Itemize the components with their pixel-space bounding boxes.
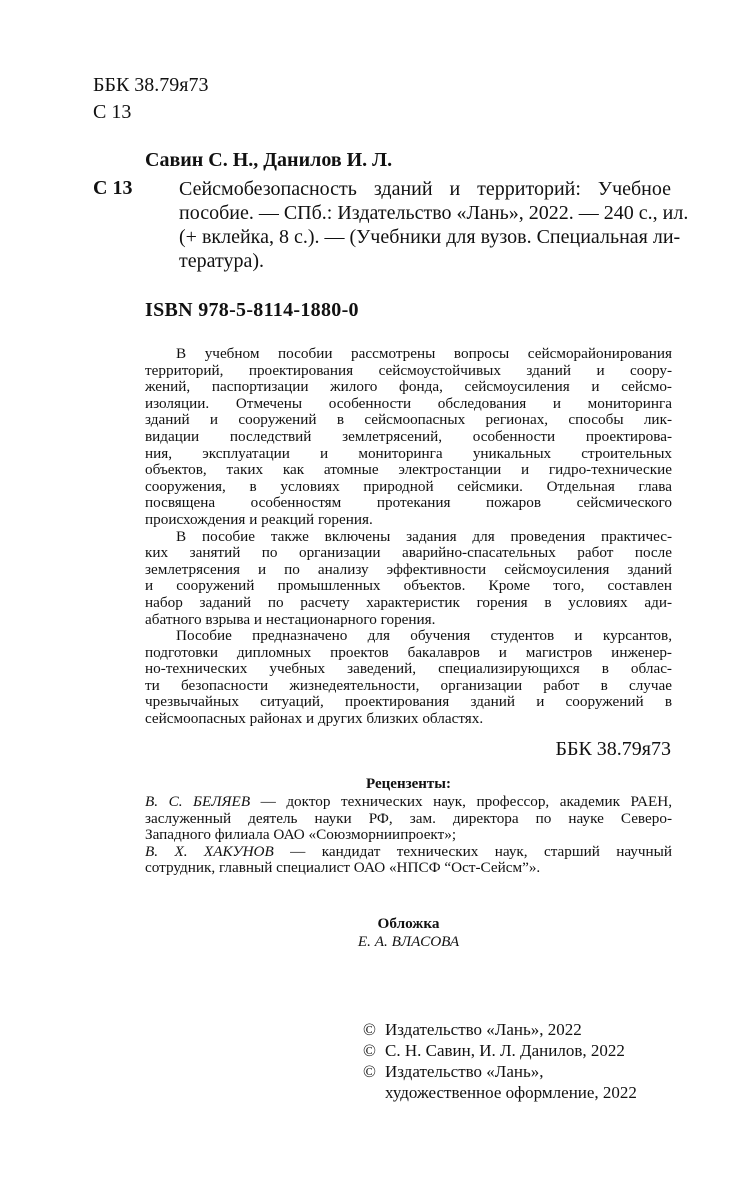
abstract-line: ти безопасности жизнедеятельности, организации работ в случае — [145, 676, 672, 694]
copyright-icon: © — [363, 1041, 376, 1060]
cover-designer: Е. А. ВЛАСОВА — [357, 933, 460, 950]
abstract-line: изоляции. Отмечены особенности обследования и мониторинга — [145, 394, 672, 412]
abstract-line: чрезвычайных ситуаций, проектирования зданий и сооружений в — [145, 693, 672, 711]
copyright-text: Издательство «Лань», 2022 — [385, 1020, 582, 1039]
reviewer-1 — [145, 794, 672, 811]
abstract-line: ния, эксплуатации и мониторинга уникальных строительных — [145, 444, 672, 462]
abstract-line: сейсмоопасных районах и других близких областях. — [145, 710, 484, 728]
abstract-line: посвящена особенностям протекания пожаров сейсмического — [145, 494, 672, 512]
copyright-row — [363, 1019, 637, 1040]
abstract-line: жений, паспортизации жилого фонда, сейсмоусиления и сейсмо- — [145, 378, 672, 396]
abstract-line: объектов, таких как атомные электростанции и гидро-технические — [145, 461, 672, 479]
abstract-line: абатного взрыва и нестационарного горения. — [145, 610, 436, 628]
reviewer-1-line: Западного филиала ОАО «Союзморниипроект»; — [145, 826, 457, 844]
reviewer-2 — [145, 844, 672, 861]
abstract-line: территорий, проектирования сейсмоустойчивых зданий и соору- — [145, 361, 672, 379]
reviewer-2-name: В. Х. ХАКУНОВ — [145, 842, 274, 860]
book-description — [179, 177, 689, 273]
abstract-line: землетрясения и по анализу эффективности сейсмоусиления зданий — [145, 560, 672, 578]
reviewers-title: Рецензенты: — [366, 776, 451, 792]
abstract-line: но-технических учебных заведений, специализирующихся в облас- — [145, 660, 672, 678]
description-line: пособие. — СПб.: Издательство «Лань», 2022. — 240 с., ил. — [179, 202, 689, 224]
abstract-line: В пособие также включены задания для проведения практичес- — [176, 527, 672, 545]
copyright-text: С. Н. Савин, И. Л. Данилов, 2022 — [385, 1041, 625, 1060]
copyright-text: Издательство «Лань», — [385, 1062, 544, 1081]
abstract-line: происхождения и реакций горения. — [145, 510, 373, 528]
isbn: ISBN 978-5-8114-1880-0 — [145, 299, 359, 321]
abstract-line: сооружения, в условиях природной сейсмики. Отдельная глава — [145, 477, 672, 495]
bbk-classification: ББК 38.79я73 — [555, 738, 671, 760]
copyright-icon: © — [363, 1062, 376, 1081]
abstract — [145, 346, 672, 728]
abstract-line: зданий и сооружений в сейсмоопасных регионах, способы лик- — [145, 411, 672, 429]
abstract-line: Пособие предназначено для обучения студентов и курсантов, — [176, 627, 672, 645]
copyright-row — [363, 1061, 637, 1082]
reviewer-1-name: В. С. БЕЛЯЕВ — [145, 793, 251, 810]
abstract-line: ких занятий по организации аварийно-спасательных работ после — [145, 544, 672, 562]
book-authors: Савин С. Н., Данилов И. Л. — [145, 149, 393, 171]
abstract-line: В учебном пособии рассмотрены вопросы сейсморайонирования — [176, 345, 672, 362]
abstract-line: подготовки дипломных проектов бакалавров и магистров инженер- — [145, 643, 672, 661]
reviewers-list — [145, 794, 672, 877]
cover-title: Обложка — [377, 915, 440, 932]
abstract-line: набор заданий по расчету характеристик горения в условиях ади- — [145, 593, 672, 611]
book-code: С 13 — [93, 177, 133, 199]
abstract-line: видации последствий землетрясений, особенности проектирова- — [145, 427, 672, 445]
copyright-row — [363, 1040, 637, 1061]
description-line: (+ вклейка, 8 с.). — (Учебники для вузов. Специальная ли- — [179, 226, 681, 248]
reviewer-2-line: сотрудник, главный специалист ОАО «НПСФ “Ост-Сейсм”». — [145, 859, 541, 877]
description-line: Сейсмобезопасность зданий и территорий: Учебное — [179, 178, 671, 200]
copyright-text: художественное оформление, 2022 — [385, 1083, 637, 1102]
author-mark: С 13 — [93, 101, 132, 123]
copyright-icon: © — [363, 1020, 376, 1039]
reviewer-2-text: — кандидат технических наук, старший научный — [273, 842, 672, 860]
cover-credit — [145, 915, 672, 951]
bbk-header — [93, 72, 209, 126]
reviewer-1-text: — доктор технических наук, профессор, академик РАЕН, — [250, 793, 672, 810]
abstract-line: и сооружений промышленных объектов. Кроме того, составлен — [145, 577, 672, 595]
reviewer-1-line: заслуженный деятель науки РФ, зам. директора по науке Северо- — [145, 809, 672, 827]
bbk-code: ББК 38.79я73 — [93, 74, 209, 96]
copyright-block — [363, 1019, 637, 1103]
description-line: тература). — [179, 250, 264, 272]
